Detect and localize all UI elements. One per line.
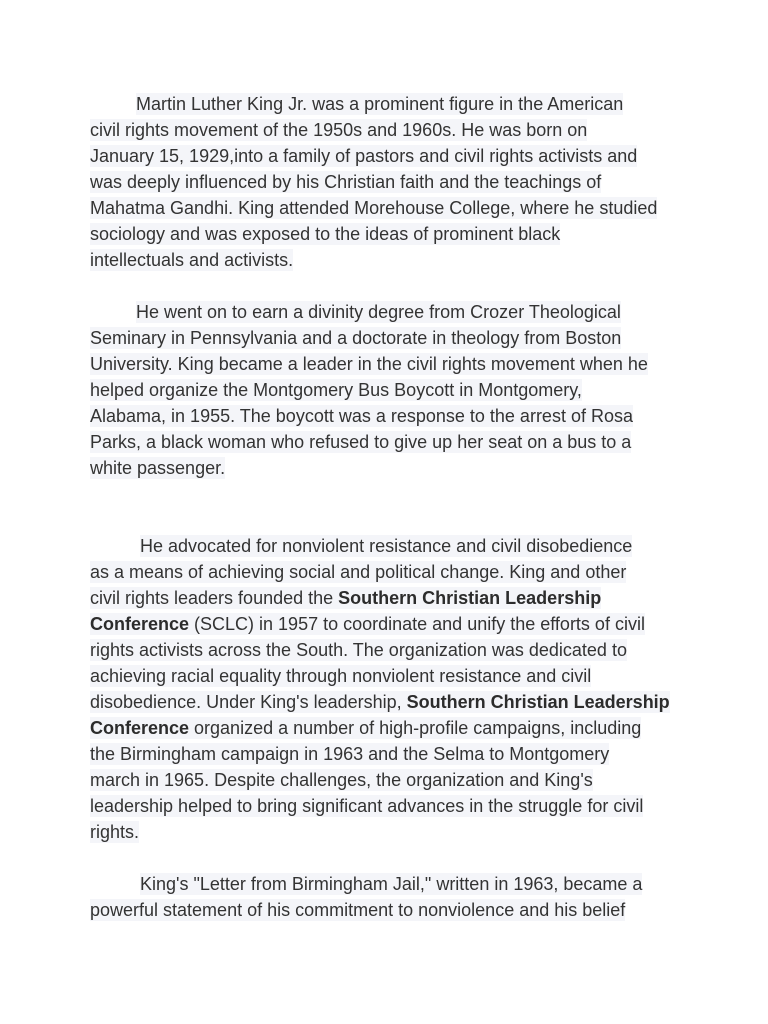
bold-org-name: Southern Christian Leadership — [338, 588, 602, 608]
text-line: achieving racial equality through nonviolent resistance and civil — [90, 666, 592, 686]
text-line: civil rights movement of the 1950s and 1960s. He was born on — [90, 120, 588, 140]
text-line: the Birmingham campaign in 1963 and the Selma to Montgomery — [90, 744, 610, 764]
paragraph-1 — [90, 91, 690, 273]
text-line — [90, 715, 690, 741]
text-line: white passenger. — [90, 458, 226, 478]
text-line: helped organize the Montgomery Bus Boycott in Montgomery, — [90, 380, 582, 400]
paragraph-spacer — [90, 481, 690, 533]
bold-org-name: Conference — [90, 614, 190, 634]
text-line: was deeply influenced by his Christian faith and the teachings of — [90, 172, 602, 192]
text-line: Seminary in Pennsylvania and a doctorate in theology from Boston — [90, 328, 622, 348]
text-line: Parks, a black woman who refused to give up her seat on a bus to a — [90, 432, 632, 452]
text-line: rights activists across the South. The organization was dedicated to — [90, 640, 627, 660]
paragraph-4 — [90, 871, 690, 923]
text-line — [90, 689, 690, 715]
text-run: organized a number of high-profile campaigns, including — [189, 718, 642, 738]
text-line: leadership helped to bring significant advances in the struggle for civil — [90, 796, 644, 816]
text-line: King's "Letter from Birmingham Jail," written in 1963, became a — [140, 874, 643, 894]
text-line: powerful statement of his commitment to nonviolence and his belief — [90, 900, 626, 920]
bold-org-name: Southern Christian Leadership — [406, 692, 670, 712]
text-line: He advocated for nonviolent resistance and civil disobedience — [140, 536, 633, 556]
text-line: march in 1965. Despite challenges, the organization and King's — [90, 770, 593, 790]
text-line: sociology and was exposed to the ideas of prominent black — [90, 224, 561, 244]
text-run: (SCLC) in 1957 to coordinate and unify the efforts of civil — [189, 614, 645, 634]
text-line: January 15, 1929,into a family of pastors and civil rights activists and — [90, 146, 638, 166]
text-line — [90, 611, 690, 637]
text-line: Alabama, in 1955. The boycott was a response to the arrest of Rosa — [90, 406, 633, 426]
text-line: He went on to earn a divinity degree from Crozer Theological — [136, 302, 621, 322]
text-line: Mahatma Gandhi. King attended Morehouse College, where he studied — [90, 198, 658, 218]
text-run: civil rights leaders founded the — [90, 588, 339, 608]
text-line: University. King became a leader in the civil rights movement when he — [90, 354, 648, 374]
text-line: as a means of achieving social and political change. King and other — [90, 562, 627, 582]
document-page — [90, 91, 690, 923]
paragraph-3 — [90, 533, 690, 845]
bold-org-name: Conference — [90, 718, 190, 738]
paragraph-spacer — [90, 845, 690, 871]
text-line: intellectuals and activists. — [90, 250, 294, 270]
text-line — [90, 585, 690, 611]
text-line: rights. — [90, 822, 140, 842]
paragraph-spacer — [90, 273, 690, 299]
text-line: Martin Luther King Jr. was a prominent figure in the American — [136, 94, 624, 114]
text-run: disobedience. Under King's leadership, — [90, 692, 407, 712]
paragraph-2 — [90, 299, 690, 481]
